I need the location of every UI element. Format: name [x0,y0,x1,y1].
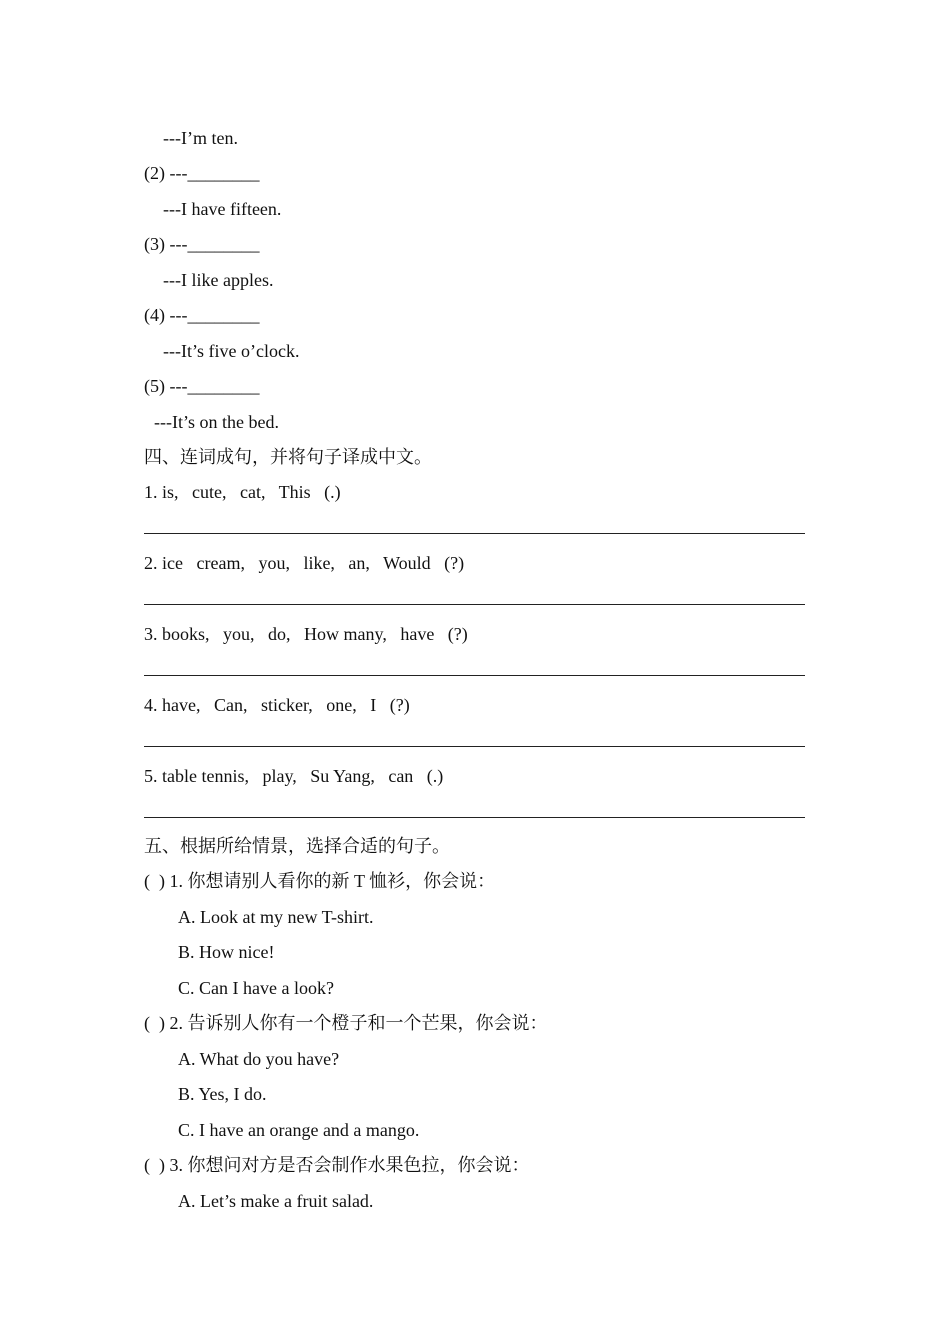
answer-line-4[interactable] [144,746,805,747]
option-3a: A. Let’s make a fruit salad. [178,1191,374,1211]
answer-blank-4[interactable]: ________ [187,305,260,325]
question-3-prefix: (3) --- [144,234,188,254]
reorder-item-3: 3. books, you, do, How many, have (?) [144,624,468,644]
option-2a: A. What do you have? [178,1049,340,1069]
dialogue-answer-2: ---I have fifteen. [163,199,282,219]
question-5-prefix: (5) --- [144,376,188,396]
dialogue-question-3 [144,233,259,255]
reorder-item-4: 4. have, Can, sticker, one, I (?) [144,695,410,715]
answer-blank-5[interactable]: ________ [187,376,260,396]
answer-blank-3[interactable]: ________ [187,234,260,254]
choice-question-1: ( ) 1. 你想请别人看你的新 T 恤衫，你会说： [144,871,496,891]
dialogue-answer-5: ---It’s on the bed. [154,412,279,432]
dialogue-answer-4: ---It’s five o’clock. [163,341,300,361]
question-2-prefix: (2) --- [144,163,188,183]
answer-line-3[interactable] [144,675,805,676]
option-1a: A. Look at my new T-shirt. [178,907,374,927]
choice-question-3: ( ) 3. 你想问对方是否会制作水果色拉，你会说： [144,1155,530,1175]
option-1b: B. How nice! [178,942,275,962]
question-4-prefix: (4) --- [144,305,188,325]
dialogue-answer-1: ---I’m ten. [163,128,238,148]
answer-line-5[interactable] [144,817,805,818]
dialogue-question-4 [144,304,259,326]
answer-line-1[interactable] [144,533,805,534]
option-2b: B. Yes, I do. [178,1084,267,1104]
dialogue-question-5 [144,375,259,397]
reorder-item-2: 2. ice cream, you, like, an, Would (?) [144,553,465,573]
dialogue-question-2 [144,162,259,184]
answer-line-2[interactable] [144,604,805,605]
option-2c: C. I have an orange and a mango. [178,1120,420,1140]
reorder-item-1: 1. is, cute, cat, This (.) [144,482,341,502]
reorder-item-5: 5. table tennis, play, Su Yang, can (.) [144,766,444,786]
answer-blank-2[interactable]: ________ [187,163,260,183]
choice-question-2: ( ) 2. 告诉别人你有一个橙子和一个芒果，你会说： [144,1013,548,1033]
section-5-heading: 五、根据所给情景，选择合适的句子。 [144,836,450,856]
section-4-heading: 四、连词成句，并将句子译成中文。 [144,447,432,467]
dialogue-answer-3: ---I like apples. [163,270,274,290]
option-1c: C. Can I have a look? [178,978,334,998]
